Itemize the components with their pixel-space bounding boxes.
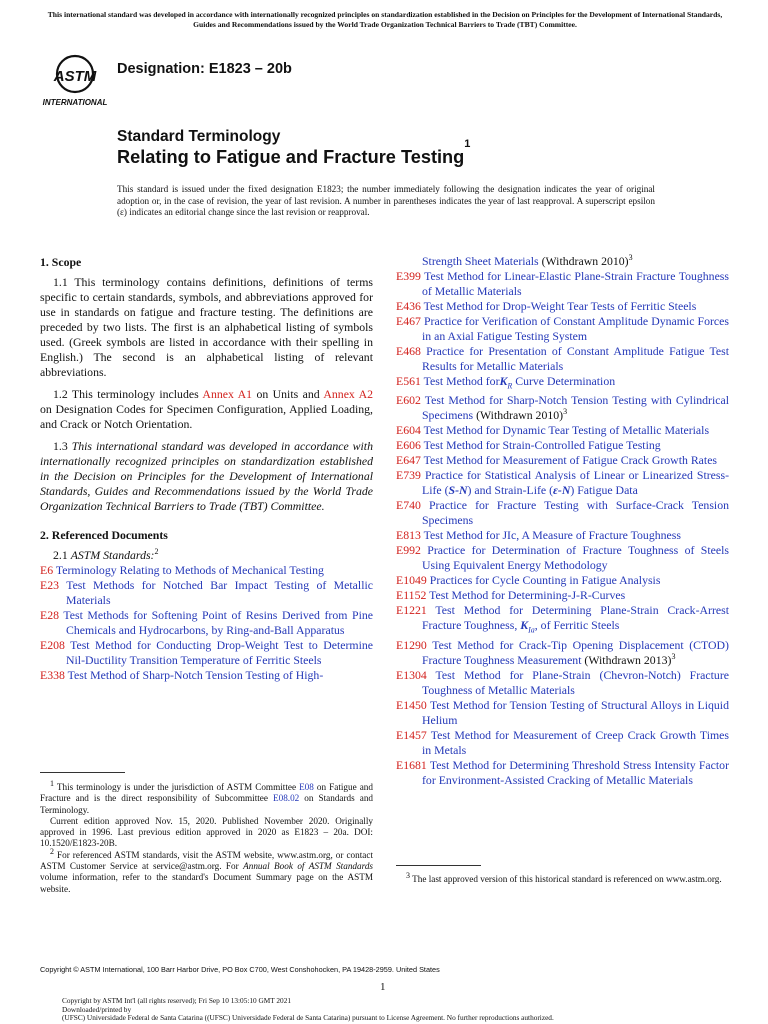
reference-code-link[interactable]: E1049 — [396, 573, 427, 588]
reference-code-link[interactable]: E740 — [396, 498, 421, 513]
reference-title-link[interactable]: Test Method for Measurement of Fatigue Crack Growth Rates — [423, 453, 718, 468]
reference-title-link[interactable]: Practices for Cycle Counting in Fatigue Analysis — [429, 573, 661, 588]
reference-list-right-b — [396, 423, 729, 468]
reference-title-link[interactable]: Practice for Presentation of Constant Amplitude Fatigue Test Results for Metallic Materials — [422, 344, 729, 373]
reference-item — [396, 528, 729, 543]
reference-title-link[interactable]: Test Methods for Softening Point of Resins Derived from Pine Chemicals and Hydrocarbons, by Ring-and-Ball Apparatus — [63, 608, 373, 637]
reference-code-link[interactable]: E338 — [40, 668, 65, 682]
reference-title-link[interactable]: Test Method of Sharp-Notch Tension Testing of High- — [67, 668, 324, 682]
footnote-2: $^2$ For referenced ASTM standards, visit the ASTM website, www.astm.org, or contact ASTM Customer Service at service@astm.org. For Annual Book of ASTM Standards volume information, refer to the standard's Document Summary page on the ASTM website. — [40, 846, 373, 894]
reference-code-link[interactable]: E6 — [40, 563, 54, 577]
reference-title-link[interactable]: Test Method for Drop-Weight Tear Tests of Ferritic Steels — [423, 299, 697, 313]
scope-para-3: 1.3 This international standard was developed in accordance with internationally recognized principles on standardization established in the Decision on Principles for the Development of International Standards, Guides and Recommendations issued by the World Trade Organization Technical Barriers to Trade (TBT) Committee. — [40, 439, 373, 513]
reference-title-link[interactable]: Practice for Verification of Constant Amplitude Dynamic Forces in an Axial Fatigue Testing System — [422, 314, 729, 343]
title-text: Relating to Fatigue and Fracture Testing — [117, 147, 465, 167]
scope-para-2: 1.2 This terminology includes Annex A1 on Units and Annex A2 on Designation Codes for Specimen Configuration, Applied Loading, and Crack or Notch Orientation. — [40, 387, 373, 431]
reference-item — [396, 588, 729, 603]
annex-a2-link[interactable]: Annex A2 — [323, 387, 373, 401]
reference-item — [396, 269, 729, 299]
left-column — [40, 255, 373, 683]
reference-code-link[interactable]: E1152 — [396, 588, 427, 603]
reference-item — [396, 438, 729, 453]
right-column — [396, 254, 729, 788]
reference-item — [396, 728, 729, 758]
reference-item — [396, 498, 729, 528]
reference-item — [396, 423, 729, 438]
reference-code-link[interactable]: E468 — [396, 344, 421, 358]
reference-code-link[interactable]: E604 — [396, 423, 421, 438]
reference-item — [396, 698, 729, 728]
reference-title-link[interactable]: Test Method for Plane-Strain (Chevron-Notch) Fracture Toughness of Metallic Materials — [422, 667, 729, 697]
reference-title-link[interactable]: Practice for Fracture Testing with Surface-Crack Tension Specimens — [422, 498, 729, 528]
scope-heading: 1. Scope — [40, 255, 82, 269]
committee-e08-link[interactable]: E08 — [299, 782, 314, 792]
document-title — [117, 138, 471, 168]
footnote-3: $^3$ The last approved version of this historical standard is referenced on www.astm.org. — [406, 870, 722, 884]
reference-item — [396, 344, 729, 374]
reference-code-link[interactable]: E1681 — [396, 757, 427, 772]
reference-title-link[interactable]: Test Method for Linear-Elastic Plane-Strain Fracture Toughness of Metallic Materials — [422, 269, 729, 298]
reference-code-link[interactable]: E23 — [40, 578, 60, 592]
reference-title-link[interactable]: Test Method for Determining Threshold Stress Intensity Factor for Environment-Assisted Cracking of Metallic Materials — [422, 757, 729, 787]
reference-list-left — [40, 563, 373, 683]
reference-item — [396, 668, 729, 698]
reference-code-link[interactable]: E813 — [396, 528, 421, 543]
reference-title-link[interactable]: Test Method for Tension Testing of Structural Alloys in Liquid Helium — [422, 697, 729, 727]
reference-item — [40, 578, 373, 608]
reference-item: E602 Test Method for Sharp-Notch Tension Testing with Cylindrical Specimens (Withdrawn 2010)$^3$ — [396, 393, 729, 423]
reference-item — [396, 299, 729, 314]
reference-item — [396, 758, 729, 788]
logo-letters: ASTM — [53, 68, 97, 85]
reference-code-link[interactable]: E1304 — [396, 667, 427, 682]
reference-item — [40, 668, 373, 683]
reference-title-link[interactable]: Test Method for Strain-Controlled Fatigue Testing — [423, 438, 661, 453]
astm-standards-subhead: 2.1 ASTM Standards:$^2$ — [53, 547, 159, 562]
download-notice: Copyright by ASTM Int'l (all rights reserved); Fri Sep 10 13:05:10 GMT 2021 Downloaded/printed by (UFSC) Universidade Federal de Santa Catarina ((UFSC) Universidade Federal de Santa Catarina) pursuant to License Agreement. No further reproductions authorized. — [62, 996, 554, 1023]
footnotes-left — [40, 778, 374, 895]
standard-terminology-heading: Standard Terminology — [117, 128, 281, 145]
reference-item: E739 Practice for Statistical Analysis of Linear or Linearized Stress-Life (S-N) and Strain-Life (ε-N) Fatigue Data — [396, 468, 730, 498]
referenced-documents-heading: 2. Referenced Documents — [40, 528, 168, 542]
reference-code-link[interactable]: E399 — [396, 269, 421, 283]
page-number: 1 — [380, 981, 386, 993]
reference-item: E1290 Test Method for Crack-Tip Opening Displacement (CTOD) Fracture Toughness Measurement (Withdrawn 2013)$^3$ — [396, 637, 729, 667]
title-footnote-marker[interactable]: 1 — [464, 138, 471, 150]
reference-e338-continued: Strength Sheet Materials (Withdrawn 2010)$^3$ — [422, 253, 633, 268]
reference-item — [396, 543, 729, 573]
reference-list-right-a — [396, 269, 729, 374]
tbt-notice: This international standard was developed in accordance with internationally recognized principles on standardization established in the Decision on Principles for the Development of International Standards, Guides and Recommendations issued by the World Trade Organization Technical Barriers to Trade (TBT) Committee. — [47, 10, 723, 29]
reference-title-link[interactable]: Test Method for Measurement of Creep Crack Growth Times in Metals — [422, 727, 729, 757]
designation: Designation: E1823 – 20b — [117, 61, 292, 77]
reference-code-link[interactable]: E992 — [396, 543, 421, 558]
scope-para-1: 1.1 This terminology contains definitions, definitions of terms specific to certain standards, symbols, and abbreviations approved for use in standards on fatigue and fracture testing. The definitions are preceded by two lists. The first is an alphabetical listing of symbols used. (Greek symbols are listed in accordance with their spelling in English.) The second is an alphabetical listing of relevant abbreviations. — [40, 275, 373, 379]
reference-code-link[interactable]: E647 — [396, 453, 421, 468]
reference-title-link[interactable]: Test Method for Determining-J-R-Curves — [429, 588, 626, 603]
reference-code-link[interactable]: E606 — [396, 438, 421, 453]
reference-code-link[interactable]: E28 — [40, 608, 60, 622]
reference-title-link[interactable]: Test Methods for Notched Bar Impact Testing of Metallic Materials — [66, 578, 373, 607]
footnotes-right — [396, 870, 729, 885]
copyright-line: Copyright © ASTM International, 100 Barr Harbor Drive, PO Box C700, West Conshohocken, PA 19428-2959. United States — [40, 965, 440, 974]
reference-list-right-c — [396, 498, 729, 603]
reference-title-link[interactable]: Test Method for Conducting Drop-Weight Test to Determine Nil-Ductility Transition Temperature of Ferritic Steels — [66, 638, 373, 667]
reference-code-link[interactable]: E208 — [40, 638, 65, 652]
footnote-rule-left — [40, 772, 125, 773]
annex-a1-link[interactable]: Annex A1 — [202, 387, 253, 401]
reference-item: E1221 Test Method for Determining Plane-Strain Crack-Arrest Fracture Toughness, $K_{Ia}$, of Ferritic Steels — [396, 603, 729, 635]
footnote-1: $^1$ This terminology is under the jurisdiction of ASTM Committee E08 on Fatigue and Fracture and is the direct responsibility of Subcommittee E08.02 on Standards and Terminology. — [40, 778, 374, 815]
reference-code-link[interactable]: E1457 — [396, 727, 427, 742]
reference-item — [40, 563, 373, 578]
astm-logo — [40, 50, 110, 110]
issue-statement: This standard is issued under the fixed designation E1823; the number immediately following the designation indicates the year of original adoption or, in the case of revision, the year of last revision. A number in parentheses indicates the year of last reapproval. A superscript epsilon (ε) indicates an editorial change since the last revision or reapproval. — [117, 184, 655, 217]
subcommittee-e0802-link[interactable]: E08.02 — [272, 793, 300, 804]
reference-item — [396, 573, 729, 588]
reference-code-link[interactable]: E1450 — [396, 697, 427, 712]
reference-code-link[interactable]: E467 — [396, 314, 421, 328]
reference-title-link[interactable]: Practice for Determination of Fracture Toughness of Steels Using Equivalent Energy Methodology — [422, 543, 729, 573]
reference-item: E561 Test Method forK$_R$ Curve Determination — [396, 374, 616, 391]
reference-item — [40, 638, 373, 668]
reference-title-link[interactable]: Terminology Relating to Methods of Mechanical Testing — [55, 563, 324, 577]
reference-title-link[interactable]: Test Method for JIc, A Measure of Fracture Toughness — [423, 528, 681, 543]
footnote-rule-right — [396, 865, 481, 866]
reference-list-right-d — [396, 668, 729, 788]
reference-title-link[interactable]: Test Method for Dynamic Tear Testing of Metallic Materials — [423, 423, 710, 438]
reference-item — [396, 453, 729, 468]
reference-item — [40, 608, 373, 638]
reference-item — [396, 314, 729, 344]
logo-word: INTERNATIONAL — [42, 98, 108, 107]
footnote-1-edition: Current edition approved Nov. 15, 2020. Published November 2020. Originally approved in 1996. Last previous edition approved in 2020 as E1823 – 20a. DOI: 10.1520/E1823-20B. — [40, 815, 373, 849]
reference-code-link[interactable]: E436 — [396, 299, 421, 313]
